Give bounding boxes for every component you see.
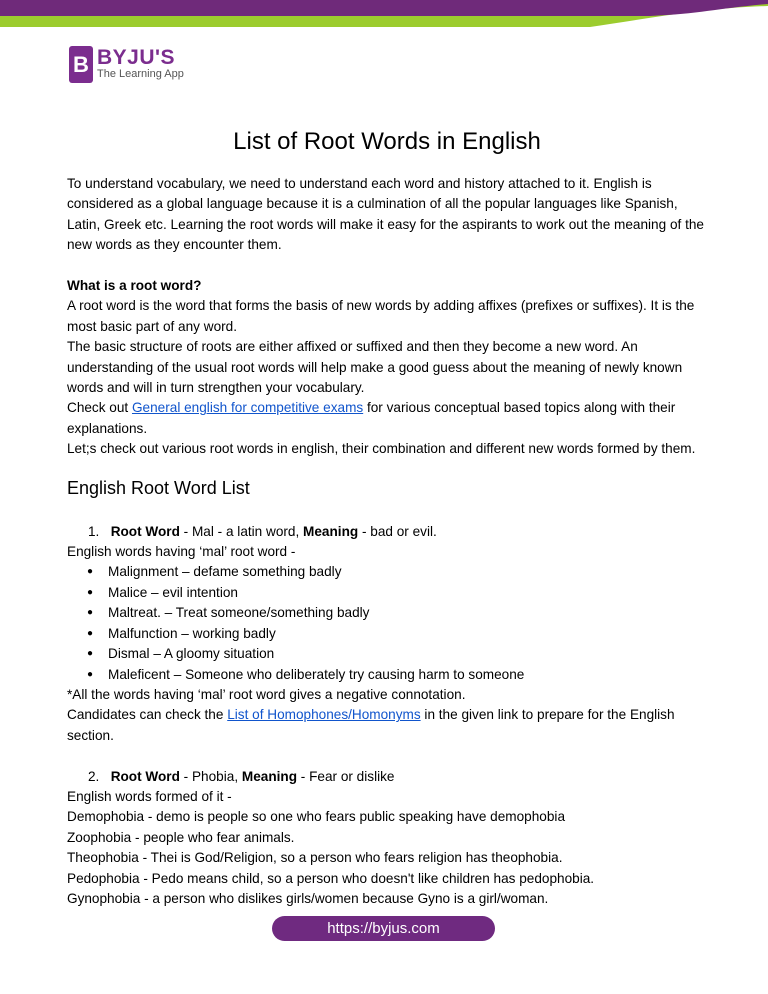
homophones-link[interactable]: List of Homophones/Homonyms	[227, 707, 421, 723]
what-p3: Check out General english for competitive exams for various conceptual based topics along with their explanations.	[67, 400, 676, 436]
list-item: ● Maltreat. – Treat someone/something badly	[108, 603, 707, 623]
list-item: ● Maleficent – Someone who deliberately try causing harm to someone	[108, 665, 707, 685]
mal-word-list	[67, 562, 707, 684]
footer-url-link[interactable]: https://byjus.com	[272, 916, 495, 941]
what-heading: What is a root word?	[67, 278, 202, 294]
list-item: ● Malice – evil intention	[108, 583, 707, 603]
phobia-word: Demophobia - demo is people so one who fears public speaking have demophobia	[67, 809, 566, 825]
root-item-2-intro: English words formed of it -	[67, 788, 232, 804]
logo-brand: BYJU'S	[97, 46, 176, 69]
header-banner	[0, 0, 768, 27]
what-p1: A root word is the word that forms the basis of new words by adding affixes (prefixes or suffixes). It is the most basic part of any word.	[67, 298, 695, 334]
phobia-word: Theophobia - Thei is God/Religion, so a person who fears religion has theophobia.	[67, 850, 563, 866]
section-heading: English Root Word List	[67, 477, 250, 498]
intro-paragraph: To understand vocabulary, we need to understand each word and history attached to it. English is considered as a global language because it is a culmination of all the popular languages like Spanish, Latin, Greek etc. Learning the root words will make it easy for the aspirants to work out the meaning of the new words as they encounter them.	[67, 176, 704, 253]
phobia-word: Zoophobia - people who fear animals.	[67, 829, 295, 845]
logo-mark: B	[69, 46, 93, 83]
root-item-1: 1. Root Word - Mal - a latin word, Meaning - bad or evil.	[88, 523, 437, 539]
list-item: ● Dismal – A gloomy situation	[108, 644, 707, 664]
document-body	[67, 126, 707, 909]
root-item-1-note: *All the words having ‘mal’ root word gives a negative connotation.	[67, 686, 466, 702]
what-p4: Let;s check out various root words in english, their combination and different new words formed by them.	[67, 441, 696, 457]
list-item: ● Malignment – defame something badly	[108, 562, 707, 582]
logo-tagline: The Learning App	[97, 68, 184, 80]
what-p2: The basic structure of roots are either affixed or suffixed and then they become a new word. An understanding of the usual root words will help make a good guess about the meaning of newly known words and will in turn strengthen your vocabulary.	[67, 339, 683, 396]
phobia-word: Gynophobia - a person who dislikes girls/women because Gyno is a girl/woman.	[67, 890, 549, 906]
byjus-logo	[69, 46, 184, 83]
list-item: ● Malfunction – working badly	[108, 624, 707, 644]
page-title: List of Root Words in English	[233, 128, 541, 155]
general-english-link[interactable]: General english for competitive exams	[131, 400, 364, 416]
root-item-2: 2. Root Word - Phobia, Meaning - Fear or dislike	[88, 768, 395, 784]
root-item-1-intro: English words having ‘mal’ root word -	[67, 544, 296, 560]
phobia-word: Pedophobia - Pedo means child, so a person who doesn't like children has pedophobia.	[67, 870, 595, 886]
root-item-1-cta: Candidates can check the List of Homophones/Homonyms in the given link to prepare for the English section.	[67, 707, 675, 743]
